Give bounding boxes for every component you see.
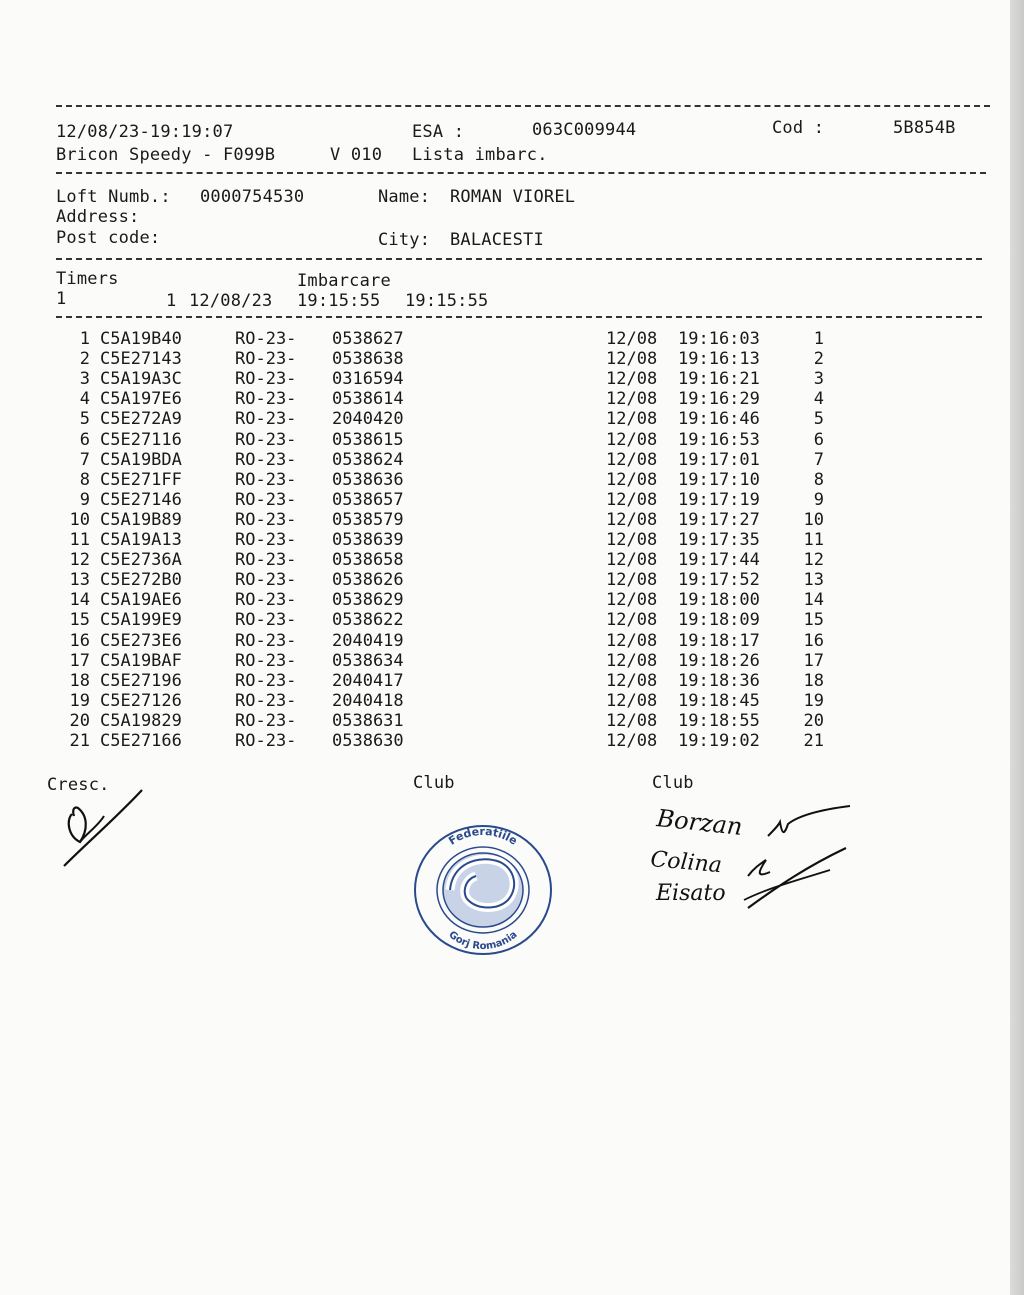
separator-owner: [56, 258, 982, 260]
entry-prefix: RO-23-: [235, 731, 297, 751]
entry-time: 19:16:29: [678, 389, 760, 410]
entry-code: C5E27143: [100, 349, 182, 370]
entry-time: 19:16:03: [678, 329, 760, 349]
entry-prefix: RO-23-: [235, 509, 297, 530]
entry-code: C5E27146: [100, 489, 182, 510]
entry-position: 13: [803, 570, 824, 591]
entry-date: 12/08: [606, 530, 658, 550]
entry-number: 2040419: [332, 630, 404, 651]
entry-index: 20: [69, 710, 90, 731]
entry-position: 9: [813, 489, 824, 510]
entry-code: C5E27166: [100, 731, 182, 751]
entry-prefix: RO-23-: [235, 329, 297, 349]
breeder-signature-icon: [58, 786, 158, 872]
table-row: [0, 490, 1000, 510]
entry-date: 12/08: [606, 710, 658, 731]
entry-index: 1: [79, 329, 90, 349]
club-stamp-icon: [408, 818, 558, 958]
entry-code: C5A197E6: [100, 389, 182, 410]
entry-date: 12/08: [606, 570, 658, 591]
entry-position: 2: [813, 349, 824, 370]
name-label: Name:: [378, 187, 431, 207]
table-row: [0, 530, 1000, 550]
entry-position: 7: [813, 449, 824, 470]
table-row: [0, 430, 1000, 450]
entry-date: 12/08: [606, 610, 658, 631]
entry-position: 14: [803, 590, 824, 611]
entry-code: C5E27116: [100, 429, 182, 450]
entry-time: 19:18:26: [678, 650, 760, 671]
table-row: [0, 651, 1000, 671]
entry-code: C5E271FF: [100, 469, 182, 490]
entry-position: 1: [813, 329, 824, 349]
timer-row-time1: 19:15:55: [297, 291, 381, 311]
separator-top: [56, 105, 990, 107]
timer-row-value: 1: [166, 291, 177, 311]
entry-index: 11: [69, 530, 90, 550]
entry-time: 19:16:46: [678, 409, 760, 430]
signature-line-2: Colina: [649, 847, 723, 879]
entry-code: C5A19B40: [100, 329, 182, 349]
entry-code: C5A19BAF: [100, 650, 182, 671]
timer-row-date: 12/08/23: [189, 291, 273, 311]
entry-position: 12: [803, 550, 824, 571]
entry-date: 12/08: [606, 429, 658, 450]
device-version: V 010: [330, 145, 383, 165]
table-row: [0, 731, 1000, 751]
entry-index: 21: [69, 731, 90, 751]
entry-code: C5E27196: [100, 670, 182, 691]
entry-index: 10: [69, 509, 90, 530]
entry-code: C5A19829: [100, 710, 182, 731]
entry-prefix: RO-23-: [235, 449, 297, 470]
paper-edge-shadow: [1010, 0, 1024, 1295]
entry-number: 0538630: [332, 731, 404, 751]
entry-time: 19:18:55: [678, 710, 760, 731]
entry-code: C5A19AE6: [100, 590, 182, 611]
entry-number: 0538626: [332, 570, 404, 591]
entry-position: 6: [813, 429, 824, 450]
table-row: [0, 349, 1000, 369]
entry-index: 16: [69, 630, 90, 651]
entry-time: 19:16:13: [678, 349, 760, 370]
entry-index: 19: [69, 690, 90, 711]
entry-date: 12/08: [606, 489, 658, 510]
entry-time: 19:17:44: [678, 550, 760, 571]
entry-number: 0538634: [332, 650, 404, 671]
entry-number: 0538614: [332, 389, 404, 410]
entry-prefix: RO-23-: [235, 530, 297, 550]
entry-date: 12/08: [606, 469, 658, 490]
entry-position: 17: [803, 650, 824, 671]
postcode-label: Post code:: [56, 228, 161, 248]
stamp-text-bottom: Gorj Romania: [446, 929, 520, 953]
entry-number: 0316594: [332, 369, 404, 390]
entry-number: 2040418: [332, 690, 404, 711]
city-label: City:: [378, 230, 431, 250]
entry-position: 21: [803, 731, 824, 751]
print-datetime: 12/08/23-19:19:07: [56, 122, 234, 142]
entry-position: 10: [803, 509, 824, 530]
entry-code: C5E27126: [100, 690, 182, 711]
table-row: [0, 590, 1000, 610]
separator-timers: [56, 316, 982, 318]
table-row: [0, 570, 1000, 590]
entry-date: 12/08: [606, 670, 658, 691]
entry-number: 0538657: [332, 489, 404, 510]
entry-index: 9: [79, 489, 90, 510]
entry-prefix: RO-23-: [235, 570, 297, 591]
entry-prefix: RO-23-: [235, 690, 297, 711]
table-row: [0, 550, 1000, 570]
list-title: Lista imbarc.: [412, 145, 548, 165]
entry-index: 5: [79, 409, 90, 430]
entry-time: 19:18:00: [678, 590, 760, 611]
entry-index: 8: [79, 469, 90, 490]
entry-time: 19:17:01: [678, 449, 760, 470]
entry-number: 0538629: [332, 590, 404, 611]
table-row: [0, 711, 1000, 731]
entry-prefix: RO-23-: [235, 650, 297, 671]
entry-date: 12/08: [606, 731, 658, 751]
entry-code: C5E273E6: [100, 630, 182, 651]
stamp-text-top: Federatiile: [446, 824, 520, 848]
loft-value: 0000754530: [200, 187, 305, 207]
entry-prefix: RO-23-: [235, 590, 297, 611]
entry-time: 19:16:21: [678, 369, 760, 390]
entry-prefix: RO-23-: [235, 469, 297, 490]
separator-header: [56, 172, 986, 174]
entry-code: C5E272B0: [100, 570, 182, 591]
entry-index: 17: [69, 650, 90, 671]
entry-position: 5: [813, 409, 824, 430]
entry-prefix: RO-23-: [235, 349, 297, 370]
entry-date: 12/08: [606, 690, 658, 711]
signature-line-3: Eisato: [656, 881, 726, 906]
entry-number: 0538631: [332, 710, 404, 731]
entry-code: C5E2736A: [100, 550, 182, 571]
name-value: ROMAN VIOREL: [450, 187, 576, 207]
entry-number: 0538579: [332, 509, 404, 530]
timer-row-time2: 19:15:55: [405, 291, 489, 311]
entry-position: 19: [803, 690, 824, 711]
entry-prefix: RO-23-: [235, 369, 297, 390]
entry-time: 19:17:27: [678, 509, 760, 530]
entry-index: 7: [79, 449, 90, 470]
timer-row-index: 1: [56, 289, 67, 309]
entry-date: 12/08: [606, 349, 658, 370]
entry-prefix: RO-23-: [235, 409, 297, 430]
table-row: [0, 691, 1000, 711]
entry-code: C5A19BDA: [100, 449, 182, 470]
cod-label: Cod :: [772, 118, 825, 138]
cod-value: 5B854B: [893, 118, 956, 138]
table-row: [0, 450, 1000, 470]
cresc-label: Cresc.: [47, 775, 110, 795]
entry-code: C5A19A3C: [100, 369, 182, 390]
entry-position: 11: [803, 530, 824, 550]
entry-date: 12/08: [606, 449, 658, 470]
entry-code: C5A19B89: [100, 509, 182, 530]
entry-date: 12/08: [606, 550, 658, 571]
city-value: BALACESTI: [450, 230, 544, 250]
entry-date: 12/08: [606, 369, 658, 390]
entry-index: 3: [79, 369, 90, 390]
entry-date: 12/08: [606, 590, 658, 611]
entry-time: 19:17:35: [678, 530, 760, 550]
entry-time: 19:18:17: [678, 630, 760, 651]
table-row: [0, 671, 1000, 691]
entry-number: 0538658: [332, 550, 404, 571]
entry-index: 2: [79, 349, 90, 370]
table-row: [0, 389, 1000, 409]
table-row: [0, 610, 1000, 630]
entry-time: 19:16:53: [678, 429, 760, 450]
entry-code: C5E272A9: [100, 409, 182, 430]
entry-prefix: RO-23-: [235, 550, 297, 571]
table-row: [0, 329, 1000, 349]
entry-index: 18: [69, 670, 90, 691]
entry-date: 12/08: [606, 650, 658, 671]
entry-index: 14: [69, 590, 90, 611]
entry-code: C5A19A13: [100, 530, 182, 550]
entry-number: 0538627: [332, 329, 404, 349]
address-label: Address:: [56, 207, 140, 227]
entry-time: 19:17:19: [678, 489, 760, 510]
entry-index: 6: [79, 429, 90, 450]
entry-prefix: RO-23-: [235, 429, 297, 450]
entry-number: 0538622: [332, 610, 404, 631]
entry-prefix: RO-23-: [235, 670, 297, 691]
entry-index: 15: [69, 610, 90, 631]
entry-date: 12/08: [606, 509, 658, 530]
entry-date: 12/08: [606, 389, 658, 410]
entry-index: 13: [69, 570, 90, 591]
entry-number: 0538638: [332, 349, 404, 370]
table-row: [0, 409, 1000, 429]
entry-prefix: RO-23-: [235, 610, 297, 631]
club-label-1: Club: [413, 773, 455, 793]
entry-prefix: RO-23-: [235, 630, 297, 651]
entry-number: 0538615: [332, 429, 404, 450]
table-row: [0, 369, 1000, 389]
entry-number: 0538636: [332, 469, 404, 490]
entry-date: 12/08: [606, 630, 658, 651]
entry-position: 4: [813, 389, 824, 410]
entry-prefix: RO-23-: [235, 389, 297, 410]
entry-index: 4: [79, 389, 90, 410]
entry-time: 19:19:02: [678, 731, 760, 751]
device-name: Bricon Speedy - F099B: [56, 145, 276, 165]
club-label-2: Club: [652, 773, 694, 793]
table-row: [0, 631, 1000, 651]
imbarcare-label: Imbarcare: [297, 271, 391, 291]
esa-label: ESA :: [412, 122, 465, 142]
timers-label: Timers: [56, 269, 119, 289]
entry-time: 19:17:10: [678, 469, 760, 490]
entry-number: 0538639: [332, 530, 404, 550]
entry-prefix: RO-23-: [235, 489, 297, 510]
entry-time: 19:17:52: [678, 570, 760, 591]
table-row: [0, 510, 1000, 530]
entry-time: 19:18:09: [678, 610, 760, 631]
entry-code: C5A199E9: [100, 610, 182, 631]
entry-number: 2040417: [332, 670, 404, 691]
entry-time: 19:18:45: [678, 690, 760, 711]
entry-prefix: RO-23-: [235, 710, 297, 731]
entry-position: 3: [813, 369, 824, 390]
entry-number: 0538624: [332, 449, 404, 470]
entry-position: 16: [803, 630, 824, 651]
entry-date: 12/08: [606, 409, 658, 430]
entry-time: 19:18:36: [678, 670, 760, 691]
loft-label: Loft Numb.:: [56, 187, 171, 207]
entry-index: 12: [69, 550, 90, 571]
entry-number: 2040420: [332, 409, 404, 430]
entry-position: 8: [813, 469, 824, 490]
entry-position: 15: [803, 610, 824, 631]
entry-position: 18: [803, 670, 824, 691]
table-row: [0, 470, 1000, 490]
esa-value: 063C009944: [532, 120, 637, 140]
entry-date: 12/08: [606, 329, 658, 349]
club-signatures-icon: [648, 796, 858, 916]
signature-line-1: Borzan: [655, 804, 744, 841]
entry-position: 20: [803, 710, 824, 731]
